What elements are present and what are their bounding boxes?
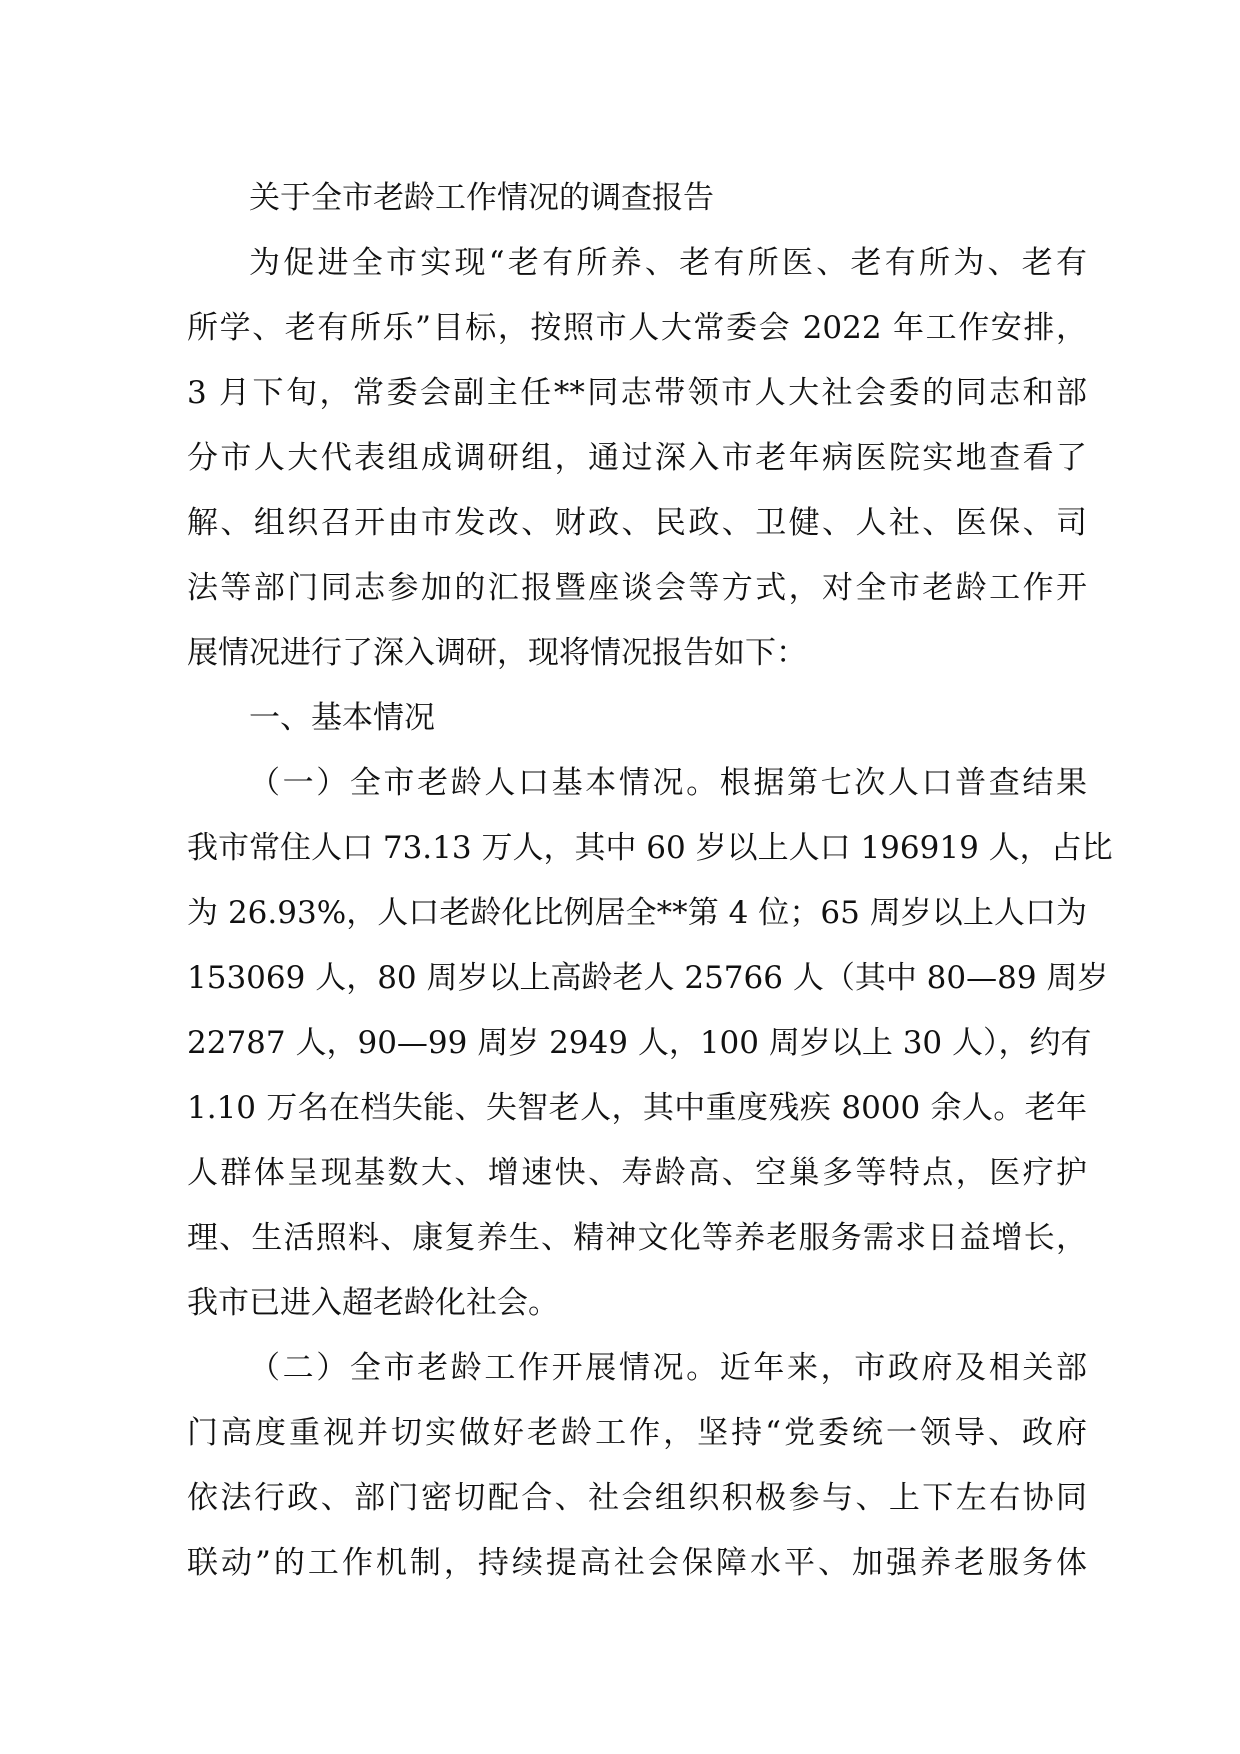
text-line: 我市已进入超老龄化社会。 bbox=[187, 1285, 559, 1321]
text-line: 门高度重视并切实做好老龄工作，坚持“党委统一领导、政府 bbox=[187, 1415, 1087, 1451]
text-line: 解、组织召开由市发改、财政、民政、卫健、人社、医保、司 bbox=[187, 505, 1087, 541]
text-line: 我市常住人口 73.13 万人，其中 60 岁以上人口 196919 人，占比 bbox=[187, 830, 1113, 866]
text-line: 为 26.93%，人口老龄化比例居全**第 4 位；65 周岁以上人口为 bbox=[187, 895, 1087, 931]
document-title: 关于全市老龄工作情况的调查报告 bbox=[249, 180, 714, 216]
text-line: 1.10 万名在档失能、失智老人，其中重度残疾 8000 余人。老年 bbox=[187, 1090, 1087, 1126]
section-heading: 一、基本情况 bbox=[249, 700, 435, 736]
text-line: 联动”的工作机制，持续提高社会保障水平、加强养老服务体 bbox=[187, 1545, 1087, 1581]
text-line: 分市人大代表组成调研组，通过深入市老年病医院实地查看了 bbox=[187, 440, 1087, 476]
text-line: （二）全市老龄工作开展情况。近年来，市政府及相关部 bbox=[249, 1350, 1087, 1386]
intro-paragraph bbox=[187, 231, 1087, 686]
text-line: 3 月下旬，常委会副主任**同志带领市人大社会委的同志和部 bbox=[187, 375, 1087, 411]
text-line: 依法行政、部门密切配合、社会组织积极参与、上下左右协同 bbox=[187, 1480, 1087, 1516]
text-line: 所学、老有所乐”目标，按照市人大常委会 2022 年工作安排， bbox=[187, 310, 1087, 346]
text-line: 展情况进行了深入调研，现将情况报告如下： bbox=[187, 635, 807, 671]
text-line: 为促进全市实现“老有所养、老有所医、老有所为、老有 bbox=[249, 245, 1087, 281]
text-line: 理、生活照料、康复养生、精神文化等养老服务需求日益增长， bbox=[187, 1220, 1087, 1256]
population-paragraph bbox=[187, 751, 1113, 1336]
text-line: 人群体呈现基数大、增速快、寿龄高、空巢多等特点，医疗护 bbox=[187, 1155, 1087, 1191]
text-line: （一）全市老龄人口基本情况。根据第七次人口普查结果 bbox=[249, 765, 1087, 801]
work-paragraph bbox=[187, 1336, 1087, 1596]
text-line: 法等部门同志参加的汇报暨座谈会等方式，对全市老龄工作开 bbox=[187, 570, 1087, 606]
document-body bbox=[187, 166, 1113, 1596]
text-line: 153069 人，80 周岁以上高龄老人 25766 人（其中 80—89 周岁 bbox=[187, 960, 1109, 996]
text-line: 22787 人，90—99 周岁 2949 人，100 周岁以上 30 人），约有 bbox=[187, 1025, 1092, 1061]
